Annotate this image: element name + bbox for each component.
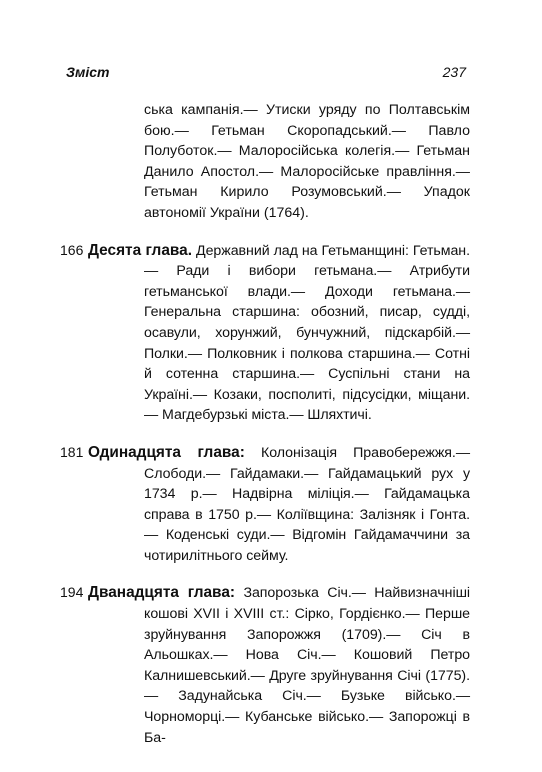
table-of-contents [60, 100, 470, 748]
entry-description: Державний лад на Гетьманщині: Гетьман.— Ради і вибори гетьмана.— Атрибути гетьманської влади.— Доходи гетьмана.— Генеральна старшина: обозний, писар, судді, осавули, хорунжий, бунчужний, підскарбій.— Полки.— Полковник і полкова старшина.— Сотні й сотенна старшина.— Суспільні стани на Україні.— Козаки, посполиті, підсусідки, міщани.— Магдебурзькі міста.— Шляхтичі. [144, 242, 470, 424]
entry-chapter-title: Десята глава. [88, 241, 192, 259]
page-number: 237 [442, 64, 466, 80]
entry-page-number: 166 [60, 241, 84, 258]
entry-description: Колонізація Правобережжя.— Слободи.— Гайдамаки.— Гайдамацький рух у 1734 р.— Надвірна міліція.— Гайдамацька справа в 1750 р.— Коліївщина: Залізняк і Гонта.— Коденські суди.— Відгомін Гайдамаччини за чотирилітнього сейму. [144, 444, 470, 564]
toc-entry-chapter-10 [60, 240, 470, 426]
entry-chapter-title: Дванадцята глава: [88, 584, 236, 602]
entry-chapter-title: Одинадцята глава: [88, 443, 245, 461]
continued-entry-text: ська кампанія.— Утиски уряду по Полтавськім бою.— Гетьман Скоропадський.— Павло Полуботок.— Малоросійська колегія.— Гетьман Данило Апостол.— Малоросійське правління.— Гетьман Кирило Розумовський.— Упадок автономії України (1764). [144, 102, 470, 221]
section-title: Зміст [66, 64, 110, 80]
entry-page-number: 194 [60, 584, 84, 601]
entry-page-number: 181 [60, 443, 84, 460]
toc-entry-chapter-11 [60, 442, 470, 567]
running-header [66, 64, 466, 82]
entry-description: Запорозька Січ.— Найвизначніші кошові XVII і XVIII ст.: Сірко, Гордієнко.— Перше зруйнування Запорожжя (1709).— Січ в Альошках.— Нова Січ.— Кошовий Петро Калнишевський.— Друге зруйнування Січі (1775).— Задунайська Січ.— Бузьке військо.— Чорноморці.— Кубанське військо.— Запорожці в Ба- [144, 585, 470, 746]
toc-entry-chapter-12 [60, 582, 470, 748]
